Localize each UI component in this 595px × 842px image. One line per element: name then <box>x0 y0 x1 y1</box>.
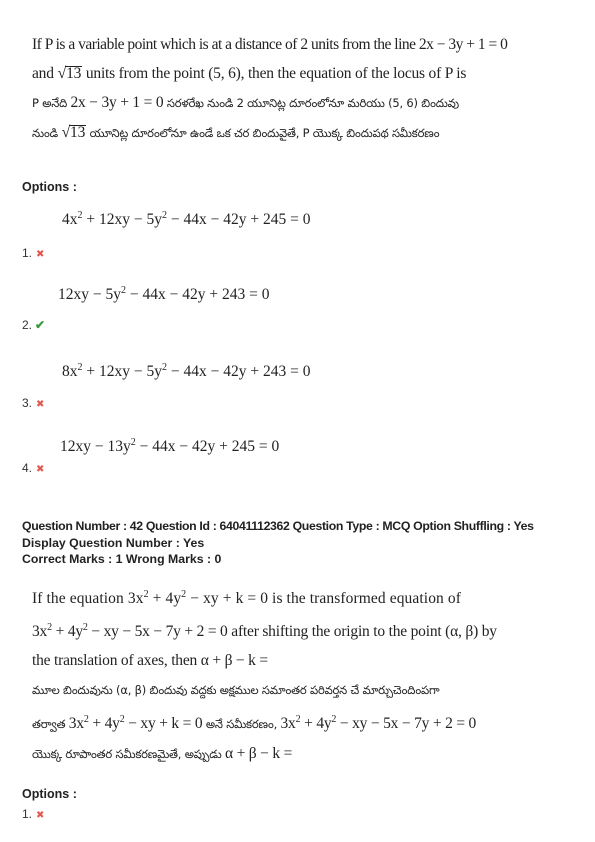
cross-icon: ✖ <box>36 399 45 410</box>
q41-option-4-number: 4. ✖ <box>22 461 45 475</box>
sqrt-symbol: √ <box>57 65 67 82</box>
q41-option-1-equation: $4x^2 + 12xy - 5y^2 - 44x - 42y + 245 = 0$ <box>62 210 311 228</box>
q41-option-2-number: 2. ✔ <box>22 318 46 332</box>
q41-option-3-number: 3. ✖ <box>22 396 45 410</box>
q42-telugu-line2: తర్వాత $3x^2 + 4y^2$ − xy + k = 0 అనే సమీకరణం, $3x^2 + 4y^2$ − xy − 5x − 7y + 2 = 0 <box>32 714 477 732</box>
question-41-text <box>32 30 572 148</box>
q42-option-1-number: 1. ✖ <box>22 807 45 821</box>
q41-option-4-equation: $12xy - 13y^2 - 44x - 42y + 245 = 0$ <box>60 437 280 455</box>
options-label-q42: Options : <box>22 787 77 801</box>
q41-option-3-equation: $8x^2 + 12xy - 5y^2 - 44x - 42y + 243 = 0$ <box>62 362 311 380</box>
question-42-meta <box>22 518 577 568</box>
q42-telugu-line1: మూల బిందువును (α, β) బిందువు వద్దకు అక్షముల సమాంతర పరివర్తన చే మార్చుచెందింపగా <box>32 683 440 697</box>
question-info: Question Number : 42 Question Id : 64041112362 Question Type : MCQ Option Shuffling : Yes <box>22 519 534 533</box>
question-42-text <box>32 580 572 769</box>
q42-line2: $3x^2 + 4y^2$ − xy − 5x − 7y + 2 = 0 after shifting the origin to the point (α, β) by <box>32 622 497 640</box>
q41-option-2-equation: $12xy - 5y^2 - 44x - 42y + 243 = 0$ <box>58 285 270 303</box>
display-question-number: Display Question Number : Yes <box>22 535 205 550</box>
check-icon: ✔ <box>35 318 46 332</box>
marks-info: Correct Marks : 1 Wrong Marks : 0 <box>22 552 222 566</box>
sqrt-symbol: √ <box>61 124 71 141</box>
cross-icon: ✖ <box>36 464 45 475</box>
q42-line3: the translation of axes, then α + β − k = <box>32 652 268 669</box>
q42-telugu-line3: యొక్క రూపాంతర సమీకరణమైతే, అప్పుడు α + β − k = <box>32 745 293 762</box>
q41-telugu-line2: నుండి √13 యూనిట్ల దూరంలోనూ ఉండే ఒక చర బిందువైతే, P యొక్క బిందుపథ సమీకరణం <box>32 124 440 141</box>
q41-telugu-line1: P అనేది 2x − 3y + 1 = 0 సరళరేఖ నుండి 2 యూనిట్ల దూరంలోనూ మరియు (5, 6) బిందువు <box>32 94 459 111</box>
q41-line2: and √13 units from the point (5, 6), then the equation of the locus of P is <box>32 65 467 82</box>
sqrt-13: 13 <box>66 65 82 82</box>
cross-icon: ✖ <box>36 249 45 260</box>
q41-option-1-number: 1. ✖ <box>22 246 45 260</box>
q42-line1: If the equation $3x^2 + 4y^2$ − xy + k = 0 is the transformed equation of <box>32 589 461 607</box>
sqrt-13: 13 <box>70 124 86 141</box>
options-label: Options : <box>22 180 77 194</box>
cross-icon: ✖ <box>36 810 45 821</box>
q41-line1: If P is a variable point which is at a distance of 2 units from the line 2x − 3y + 1 = 0 <box>32 36 508 53</box>
